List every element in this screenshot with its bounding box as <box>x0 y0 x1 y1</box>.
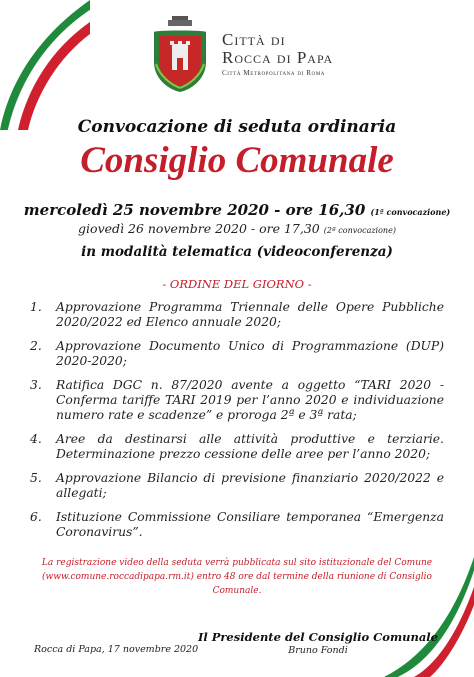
agenda-item-text: Istituzione Commissione Consiliare temporanea “Emergenza Coronavirus”. <box>56 510 444 539</box>
agenda-title: - ORDINE DEL GIORNO - <box>162 277 312 291</box>
agenda-item <box>30 471 444 501</box>
agenda-item <box>30 300 444 330</box>
city-line-2: Rocca di Papa <box>222 48 334 67</box>
agenda-item-number: 2. <box>30 339 42 353</box>
agenda-item-text: Approvazione Bilancio di previsione finanziario 2020/2022 e allegati; <box>56 471 444 500</box>
municipality-header <box>150 14 333 94</box>
president-title: Il Presidente del Consiglio Comunale <box>197 630 438 644</box>
second-date-note: (2ª convocazione) <box>323 226 396 235</box>
place-date: Rocca di Papa, 17 novembre 2020 <box>34 644 199 655</box>
recording-note-line-2: (www.comune.roccadipapa.rm.it) entro 48 ore dal termine della riunione di Consiglio Comunale. <box>42 572 432 596</box>
agenda-item-text: Approvazione Programma Triennale delle Opere Pubbliche 2020/2022 ed Elenco annuale 2020; <box>56 300 444 329</box>
first-date-note: (1ª convocazione) <box>370 207 451 217</box>
agenda-item-text: Aree da destinarsi alle attività produttive e terziarie. Determinazione prezzo cessione delle aree per l’anno 2020; <box>56 432 444 461</box>
italian-flag-ribbon-top <box>0 0 90 130</box>
agenda-item-number: 3. <box>30 378 42 392</box>
agenda-item-text: Approvazione Documento Unico di Programmazione (DUP) 2020-2020; <box>56 339 444 368</box>
agenda-item-number: 5. <box>30 471 42 485</box>
city-line-1: Città di <box>222 30 286 49</box>
agenda-list <box>30 300 444 549</box>
agenda-item-number: 1. <box>30 300 42 314</box>
agenda-item-number: 4. <box>30 432 42 446</box>
coat-of-arms-icon <box>150 14 210 94</box>
agenda-item <box>30 378 444 423</box>
agenda-item <box>30 432 444 462</box>
recording-note-line-1: La registrazione video della seduta verrà pubblicata sul sito istituzionale del Comune <box>41 558 433 568</box>
recording-note <box>20 556 454 598</box>
agenda-item <box>30 339 444 369</box>
president-signature <box>198 630 438 656</box>
agenda-item-number: 6. <box>30 510 42 524</box>
first-date <box>0 201 474 219</box>
second-date <box>0 221 474 236</box>
president-name: Bruno Fondi <box>288 645 348 656</box>
city-line-3: Città Metropolitana di Roma <box>222 69 325 77</box>
city-name <box>222 31 333 77</box>
agenda-item <box>30 510 444 540</box>
meeting-mode: in modalità telematica (videoconferenza) <box>81 244 393 260</box>
convocation-subtitle: Convocazione di seduta ordinaria <box>77 117 397 137</box>
agenda-item-text: Ratifica DGC n. 87/2020 avente a oggetto “TARI 2020 - Conferma tariffe TARI 2019 per l’anno 2020 e individuazione numero rate e scadenze” e proroga 2ª e 3ª rata; <box>56 378 444 422</box>
main-title: Consiglio Comunale <box>80 140 394 181</box>
first-date-text: mercoledì 25 novembre 2020 - ore 16,30 <box>23 201 366 219</box>
second-date-text: giovedì 26 novembre 2020 - ore 17,30 <box>78 221 320 236</box>
